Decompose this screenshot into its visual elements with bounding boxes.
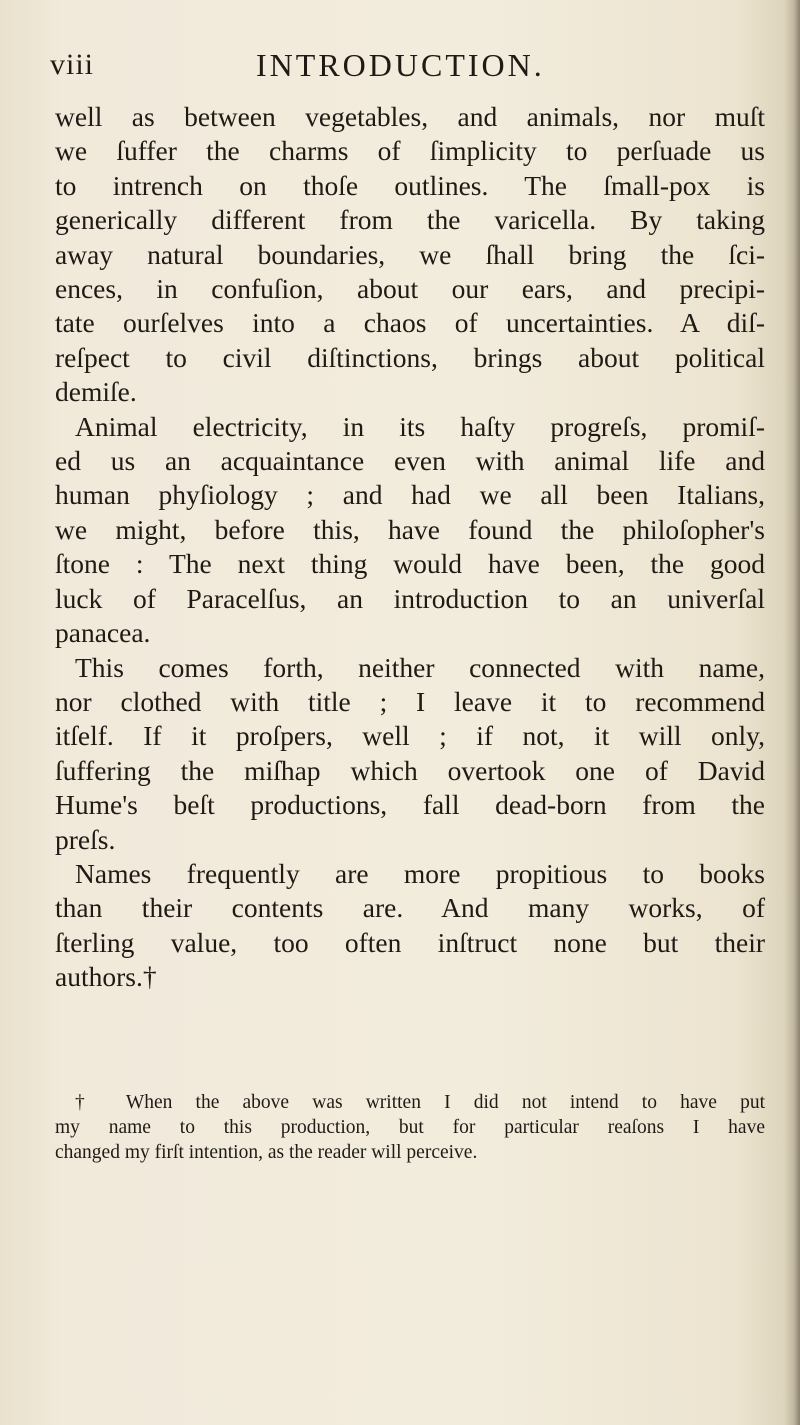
text-line: ſuffering the miſhap which overtook one of David (55, 754, 765, 786)
footnote (55, 1090, 765, 1165)
text-line: Animal electricity, in its haſty progreſs, promiſ- (75, 410, 765, 442)
text-line: nor clothed with title ; I leave it to recommend (55, 685, 765, 717)
page-number: viii (50, 48, 95, 81)
text-line: human phyſiology ; and had we all been Italians, (55, 479, 765, 511)
text-line: This comes forth, neither connected with name, (75, 651, 765, 683)
running-head: INTRODUCTION. (256, 47, 545, 83)
footnote-line: my name to this production, but for particular reaſons I have (55, 1117, 765, 1138)
text-line: reſpect to civil diſtinctions, brings about political (55, 341, 765, 373)
text-line: ences, in confuſion, about our ears, and precipi- (55, 273, 765, 305)
footnote-line: changed my firſt intention, as the reader will perceive. (55, 1142, 478, 1163)
page-edge-shadow (784, 0, 800, 1425)
text-line: to intrench on thoſe outlines. The ſmall-pox is (55, 169, 765, 201)
text-line: Names frequently are more propitious to books (75, 857, 765, 889)
text-line: well as between vegetables, and animals, nor muſt (55, 101, 765, 132)
text-line: ſtone : The next thing would have been, the good (55, 548, 765, 580)
text-line: itſelf. If it proſpers, well ; if not, it will only, (55, 720, 765, 752)
text-line: demiſe. (55, 376, 137, 408)
text-line: we ſuffer the charms of ſimplicity to perſuade us (55, 135, 765, 167)
text-line: ed us an acquaintance even with animal life and (55, 445, 765, 477)
text-line: preſs. (55, 823, 116, 855)
text-line: away natural boundaries, we ſhall bring the ſci- (55, 238, 765, 270)
text-line: ſterling value, too often inſtruct none but their (55, 926, 765, 958)
text-line: luck of Paracelſus, an introduction to an univerſal (55, 582, 765, 614)
text-line: than their contents are. And many works, of (55, 892, 765, 924)
text-line: panacea. (55, 617, 151, 649)
text-line: Hume's beſt productions, fall dead-born from the (55, 789, 765, 821)
page-header (0, 48, 800, 88)
text-line: authors.† (55, 961, 157, 993)
text-line: tate ourſelves into a chaos of uncertainties. A diſ- (55, 307, 765, 339)
body-text (55, 100, 765, 995)
text-line: generically different from the varicella. By taking (55, 204, 765, 236)
footnote-line: † When the above was written I did not intend to have put (75, 1092, 765, 1113)
text-line: we might, before this, have found the philoſopher's (55, 513, 765, 545)
